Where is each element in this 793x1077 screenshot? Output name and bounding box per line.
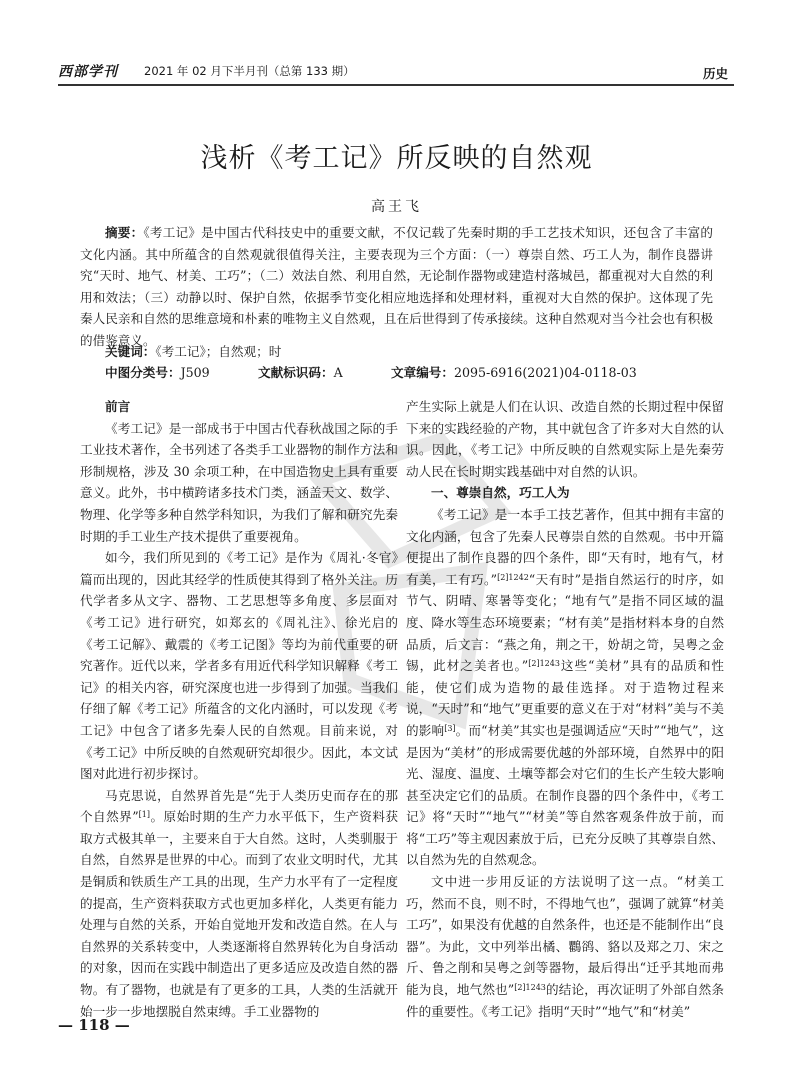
- left-column: [80, 396, 398, 1022]
- right-column: [406, 396, 724, 1022]
- section-one-heading: 一、尊崇自然，巧工人为: [431, 485, 570, 501]
- section-one-paragraph-2: 文中进一步用反证的方法说明了这一点。“材美工巧，然而不良，则不时，不得地气也”，强调了就算“材美工巧”，如果没有优越的自然条件，也还是不能制作出“良器”。为此，文中列举出橘、鸜鹆、貉以及郑之刀、宋之斤、鲁之削和吴粤之剑等器物，最后得出“迁乎其地而弗能为良，地气然也”$^{[2]1243}$的结论，再次证明了外部自然条件的重要性。《考工记》指明“天时”“地气”和“材美”: [406, 874, 724, 1019]
- running-header: [58, 60, 734, 82]
- doc-code-value: A: [333, 365, 343, 380]
- citation-ref: [2]1243: [528, 659, 560, 669]
- article-author: 高王飞: [371, 199, 422, 215]
- citation-ref: [2]1242: [497, 572, 529, 582]
- clc-number: [105, 363, 210, 383]
- preface-paragraph-3: 马克思说，自然界首先是“先于人类历史而存在的那个自然界”[1]。原始时期的生产力水平低下，生产资料获取方式极其单一，主要来自于大自然。这时，人类驯服于自然，自然界是世界的中心。而到了农业文明时代，尤其是铜质和铁质生产工具的出现，生产力水平有了一定程度的提高，生产资料获取方式也更加多样化，人类更有能力处理与自然的关系，开始自觉地开发和改造自然。在人与自然界的关系转变中，人类逐渐将自然界转化为自身活动的对象，因而在实践中制造出了更多适应及改造自然的器物。有了器物，也就是有了更多的工具，人类的生活就开始一步一步地摆脱自然束缚。手工业器物的: [80, 787, 398, 1019]
- continued-paragraph: 产生实际上就是人们在认识、改造自然的长期过程中保留下来的实践经验的产物，其中就包含了许多对大自然的认识。因此，《考工记》中所反映的自然观实际上是先秦劳动人民在长时期实践基础中对自然的认识。: [406, 399, 724, 479]
- header-rule: [58, 84, 734, 86]
- preface-paragraph-2: 如今，我们所见到的《考工记》是作为《周礼·冬官》篇而出现的，因此其经学的性质使其得到了格外关注。历代学者多从文字、器物、工艺思想等多角度、多层面对《考工记》进行研究，如郑玄的《周礼注》、徐光启的《考工记解》、戴震的《考工记图》等均为前代重要的研究著作。近代以来，学者多有用近代科学知识解释《考工记》的相关内容，研究深度也进一步得到了加强。当我们仔细了解《考工记》所蕴含的文化内涵时，可以发现《考工记》中包含了诸多先秦人民的自然观。目前来说，对《考工记》中所反映的自然观研究却很少。因此，本文试图对此进行初步探讨。: [80, 550, 398, 782]
- citation-ref: [1]: [138, 810, 150, 820]
- article-number: [391, 363, 637, 383]
- issue-info: 2021 年 02 月下半月刊（总第 133 期）: [144, 64, 355, 78]
- article-no-label: 文章编号：: [391, 365, 454, 380]
- citation-ref: [3]: [444, 723, 456, 733]
- section-one-paragraph-1: 《考工记》是一本手工技艺著作，但其中拥有丰富的文化内涵，包含了先秦人民尊崇自然的自然观。书中开篇便提出了制作良器的四个条件，即“天有时，地有气，材有美，工有巧。”$^{[2]1242}$“天有时”是指自然运行的时序，如节气、阴晴、寒暑等变化；“地有气”是指不同区域的温度、降水等生态环境要素；“材有美”是指材料本身的自然品质，后文言：“燕之角，荆之干，妢胡之笴，吴粤之金锡，此材之美者也。”$^{[2]1243}$这些“美材”具有的品质和性能，使它们成为造物的最佳选择。对于造物过程来说，“天时”和“地气”更重要的意义在于对“材料”美与不美的影响[3]。而“材美”其实也是强调适应“天时”“地气”，这是因为“美材”的形成需要优越的外部环境，自然界中的阳光、湿度、温度、土壤等都会对它们的生长产生较大影响甚至决定它们的品质。在制作良器的四个条件中，《考工记》将“天时”“地气”“材美”等自然客观条件放于前，而将“工巧”等主观因素放于后，已充分反映了其尊崇自然、以自然为先的自然观念。: [406, 506, 725, 868]
- abstract-label: 摘要：: [105, 225, 144, 240]
- document-code: [258, 363, 343, 383]
- doc-code-label: 文献标识码：: [258, 365, 334, 380]
- citation-ref: [2]1243: [514, 983, 546, 993]
- section-label: 历史: [702, 66, 728, 81]
- abstract: [80, 222, 713, 351]
- journal-logo: 西部学刊: [58, 64, 118, 80]
- clc-value: J509: [180, 365, 210, 380]
- article-title: 浅析《考工记》所反映的自然观: [200, 143, 593, 174]
- keywords-text: 《考工记》；自然观；时: [155, 344, 282, 359]
- keywords: [105, 342, 281, 362]
- keywords-label: 关键词：: [105, 344, 156, 359]
- preface-heading: 前言: [105, 399, 131, 414]
- clc-label: 中图分类号：: [105, 365, 181, 380]
- page-number: — 118 —: [58, 1016, 130, 1034]
- abstract-text: 《考工记》是中国古代科技史中的重要文献，不仅记载了先秦时期的手工艺技术知识，还包含了丰富的文化内涵。其中所蕴含的自然观就很值得关注，主要表现为三个方面：（一）尊崇自然、巧工人为，制作良器讲究“天时、地气、材美、工巧”；（二）效法自然、利用自然，无论制作器物或建造村落城邑，都重视对大自然的利用和效法；（三）动静以时、保护自然，依据季节变化相应地选择和处理材料，重视对大自然的保护。这体现了先秦人民亲和自然的思维意境和朴素的唯物主义自然观，且在后世得到了传承接续。这种自然观对当今社会也有积极的借鉴意义。: [80, 225, 714, 348]
- preface-paragraph-1: 《考工记》是一部成书于中国古代春秋战国之际的手工业技术著作，全书列述了各类手工业器物的制作方法和形制规格，涉及 30 余项工种，在中国造物史上具有重要意义。此外，书中横跨诸多技术门类，涵盖天文、数学、物理、化学等多种自然学科知识，为我们了解和研究先秦时期的手工业生产技术提供了重要视角。: [80, 420, 398, 544]
- article-no-value: 2095-6916(2021)04-0118-03: [453, 365, 637, 380]
